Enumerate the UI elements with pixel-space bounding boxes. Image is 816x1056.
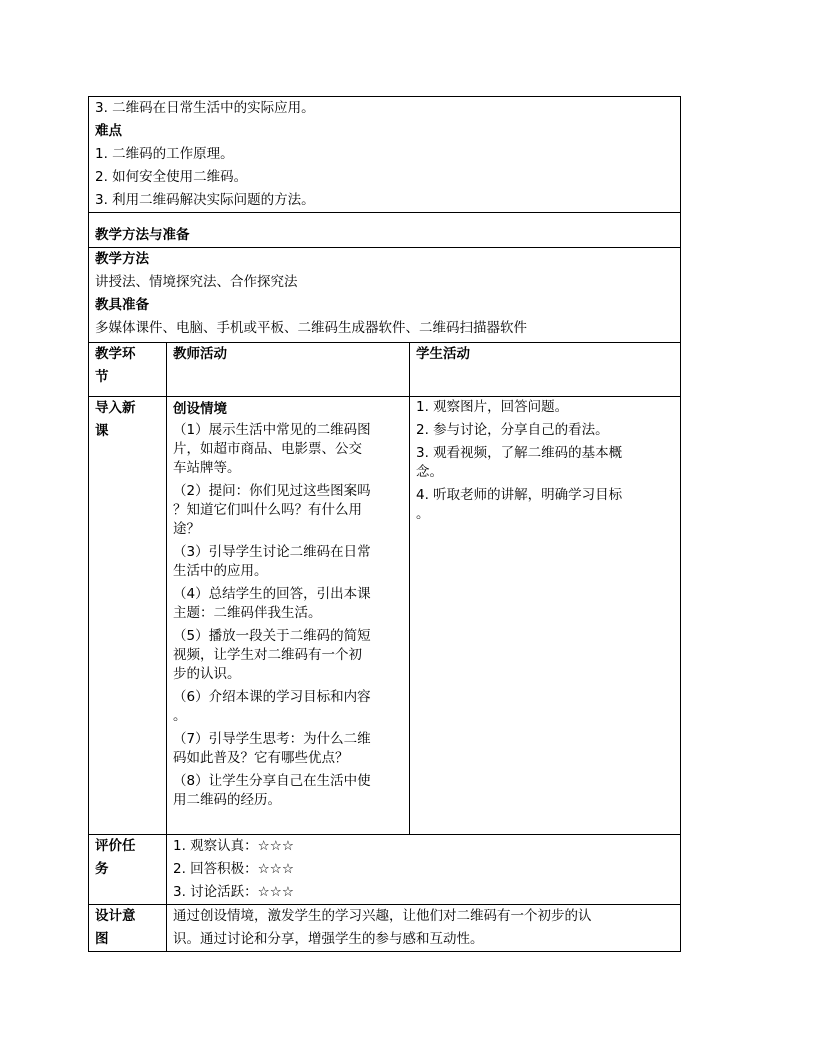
column-header-row <box>89 343 681 397</box>
teacher-activity-2-line-2: ？知道它们叫什么吗？有什么用 <box>173 502 362 518</box>
teacher-activity-4-line-2: 主题：二维码伴我生活。 <box>173 605 322 621</box>
teacher-activity-list <box>173 421 403 810</box>
evaluation-item-3: 3. 讨论活跃：☆☆☆ <box>173 884 294 900</box>
design-intent-row <box>89 905 681 952</box>
teacher-activity-8-line-2: 用二维码的经历。 <box>173 792 281 808</box>
evaluation-cell <box>167 835 681 905</box>
methods-heading: 教学方法 <box>95 251 149 267</box>
evaluation-label <box>89 835 167 905</box>
teacher-activity-3 <box>173 543 403 581</box>
teacher-activity-5-line-1: （5）播放一段关于二维码的简短 <box>173 628 371 644</box>
student-activity-1 <box>416 398 674 417</box>
methods-cell <box>89 248 681 343</box>
teacher-activity-8 <box>173 772 403 810</box>
lesson-plan-table <box>88 96 681 952</box>
header-teacher <box>167 343 410 397</box>
teacher-activity-1-line-1: （1）展示生活中常见的二维码图 <box>173 422 371 438</box>
intro-stage-label-line2: 课 <box>95 423 109 439</box>
difficulty-item-2: 2. 如何安全使用二维码。 <box>95 169 248 185</box>
student-activity-4 <box>416 486 674 524</box>
teacher-activity-8-line-1: （8）让学生分享自己在生活中使 <box>173 773 371 789</box>
design-intent-label <box>89 905 167 952</box>
methods-section-title: 教学方法与准备 <box>95 227 190 243</box>
student-activity-3-line-2: 念。 <box>416 464 443 480</box>
header-stage-line1: 教学环 <box>95 346 136 362</box>
teacher-activity-3-line-2: 生活中的应用。 <box>173 563 268 579</box>
evaluation-item-2: 2. 回答积极：☆☆☆ <box>173 861 294 877</box>
teacher-activity-7-line-2: 码如此普及？它有哪些优点？ <box>173 750 349 766</box>
student-activity-3-line-1: 3. 观看视频，了解二维码的基本概 <box>416 445 623 461</box>
difficulty-heading: 难点 <box>95 123 122 139</box>
teacher-activity-5 <box>173 627 403 684</box>
design-intent-cell <box>167 905 681 952</box>
tools-heading: 教具准备 <box>95 297 149 313</box>
evaluation-label-line1: 评价任 <box>95 838 136 854</box>
methods-section-cell <box>89 213 681 248</box>
teacher-activity-6-line-1: （6）介绍本课的学习目标和内容 <box>173 689 371 705</box>
student-activity-1-line-1: 1. 观察图片，回答问题。 <box>416 399 569 415</box>
tools-text: 多媒体课件、电脑、手机或平板、二维码生成器软件、二维码扫描器软件 <box>95 320 527 336</box>
teacher-activity-5-line-2: 视频，让学生对二维码有一个初 <box>173 647 362 663</box>
difficulty-cell <box>89 97 681 213</box>
header-stage-line2: 节 <box>95 369 109 385</box>
header-student <box>410 343 681 397</box>
design-intent-label-line2: 图 <box>95 931 109 947</box>
difficulty-item-3: 3. 利用二维码解决实际问题的方法。 <box>95 192 315 208</box>
design-intent-line2: 识。通过讨论和分享，增强学生的参与感和互动性。 <box>173 931 484 947</box>
student-activities <box>410 397 681 835</box>
teacher-activity-1 <box>173 421 403 478</box>
evaluation-item-1: 1. 观察认真：☆☆☆ <box>173 838 294 854</box>
intro-stage-label-line1: 导入新 <box>95 400 136 416</box>
teacher-activities <box>167 397 410 835</box>
student-activity-4-line-2: 。 <box>416 506 430 522</box>
teacher-activity-6-line-2: 。 <box>173 708 187 724</box>
design-intent-label-line1: 设计意 <box>95 908 136 924</box>
key-point-3: 3. 二维码在日常生活中的实际应用。 <box>95 100 315 116</box>
header-teacher-label: 教师活动 <box>173 346 227 362</box>
methods-section-row <box>89 213 681 248</box>
teacher-activity-6 <box>173 688 403 726</box>
teacher-activity-2-line-3: 途？ <box>173 521 200 537</box>
difficulty-row <box>89 97 681 213</box>
student-activity-4-line-1: 4. 听取老师的讲解，明确学习目标 <box>416 487 623 503</box>
student-activity-2-line-1: 2. 参与讨论，分享自己的看法。 <box>416 422 609 438</box>
methods-row <box>89 248 681 343</box>
teacher-activity-2-line-1: （2）提问：你们见过这些图案吗 <box>173 483 371 499</box>
evaluation-label-line2: 务 <box>95 861 109 877</box>
teacher-activity-2 <box>173 482 403 539</box>
difficulty-item-1: 1. 二维码的工作原理。 <box>95 146 234 162</box>
student-activity-2 <box>416 421 674 440</box>
intro-stage-label <box>89 397 167 835</box>
student-activity-list <box>416 398 674 524</box>
header-stage <box>89 343 167 397</box>
teacher-activity-title: 创设情境 <box>173 401 227 417</box>
header-student-label: 学生活动 <box>416 346 470 362</box>
teacher-activity-1-line-2: 片，如超市商品、电影票、公交 <box>173 441 362 457</box>
teacher-activity-4 <box>173 585 403 623</box>
intro-stage-row <box>89 397 681 835</box>
student-activity-3 <box>416 444 674 482</box>
teacher-activity-7 <box>173 730 403 768</box>
teacher-activity-4-line-1: （4）总结学生的回答，引出本课 <box>173 586 371 602</box>
methods-text: 讲授法、情境探究法、合作探究法 <box>95 274 298 290</box>
design-intent-line1: 通过创设情境，激发学生的学习兴趣，让他们对二维码有一个初步的认 <box>173 908 592 924</box>
teacher-activity-3-line-1: （3）引导学生讨论二维码在日常 <box>173 544 371 560</box>
teacher-activity-1-line-3: 车站牌等。 <box>173 460 241 476</box>
teacher-activity-7-line-1: （7）引导学生思考：为什么二维 <box>173 731 371 747</box>
teacher-activity-5-line-3: 步的认识。 <box>173 666 241 682</box>
evaluation-row <box>89 835 681 905</box>
